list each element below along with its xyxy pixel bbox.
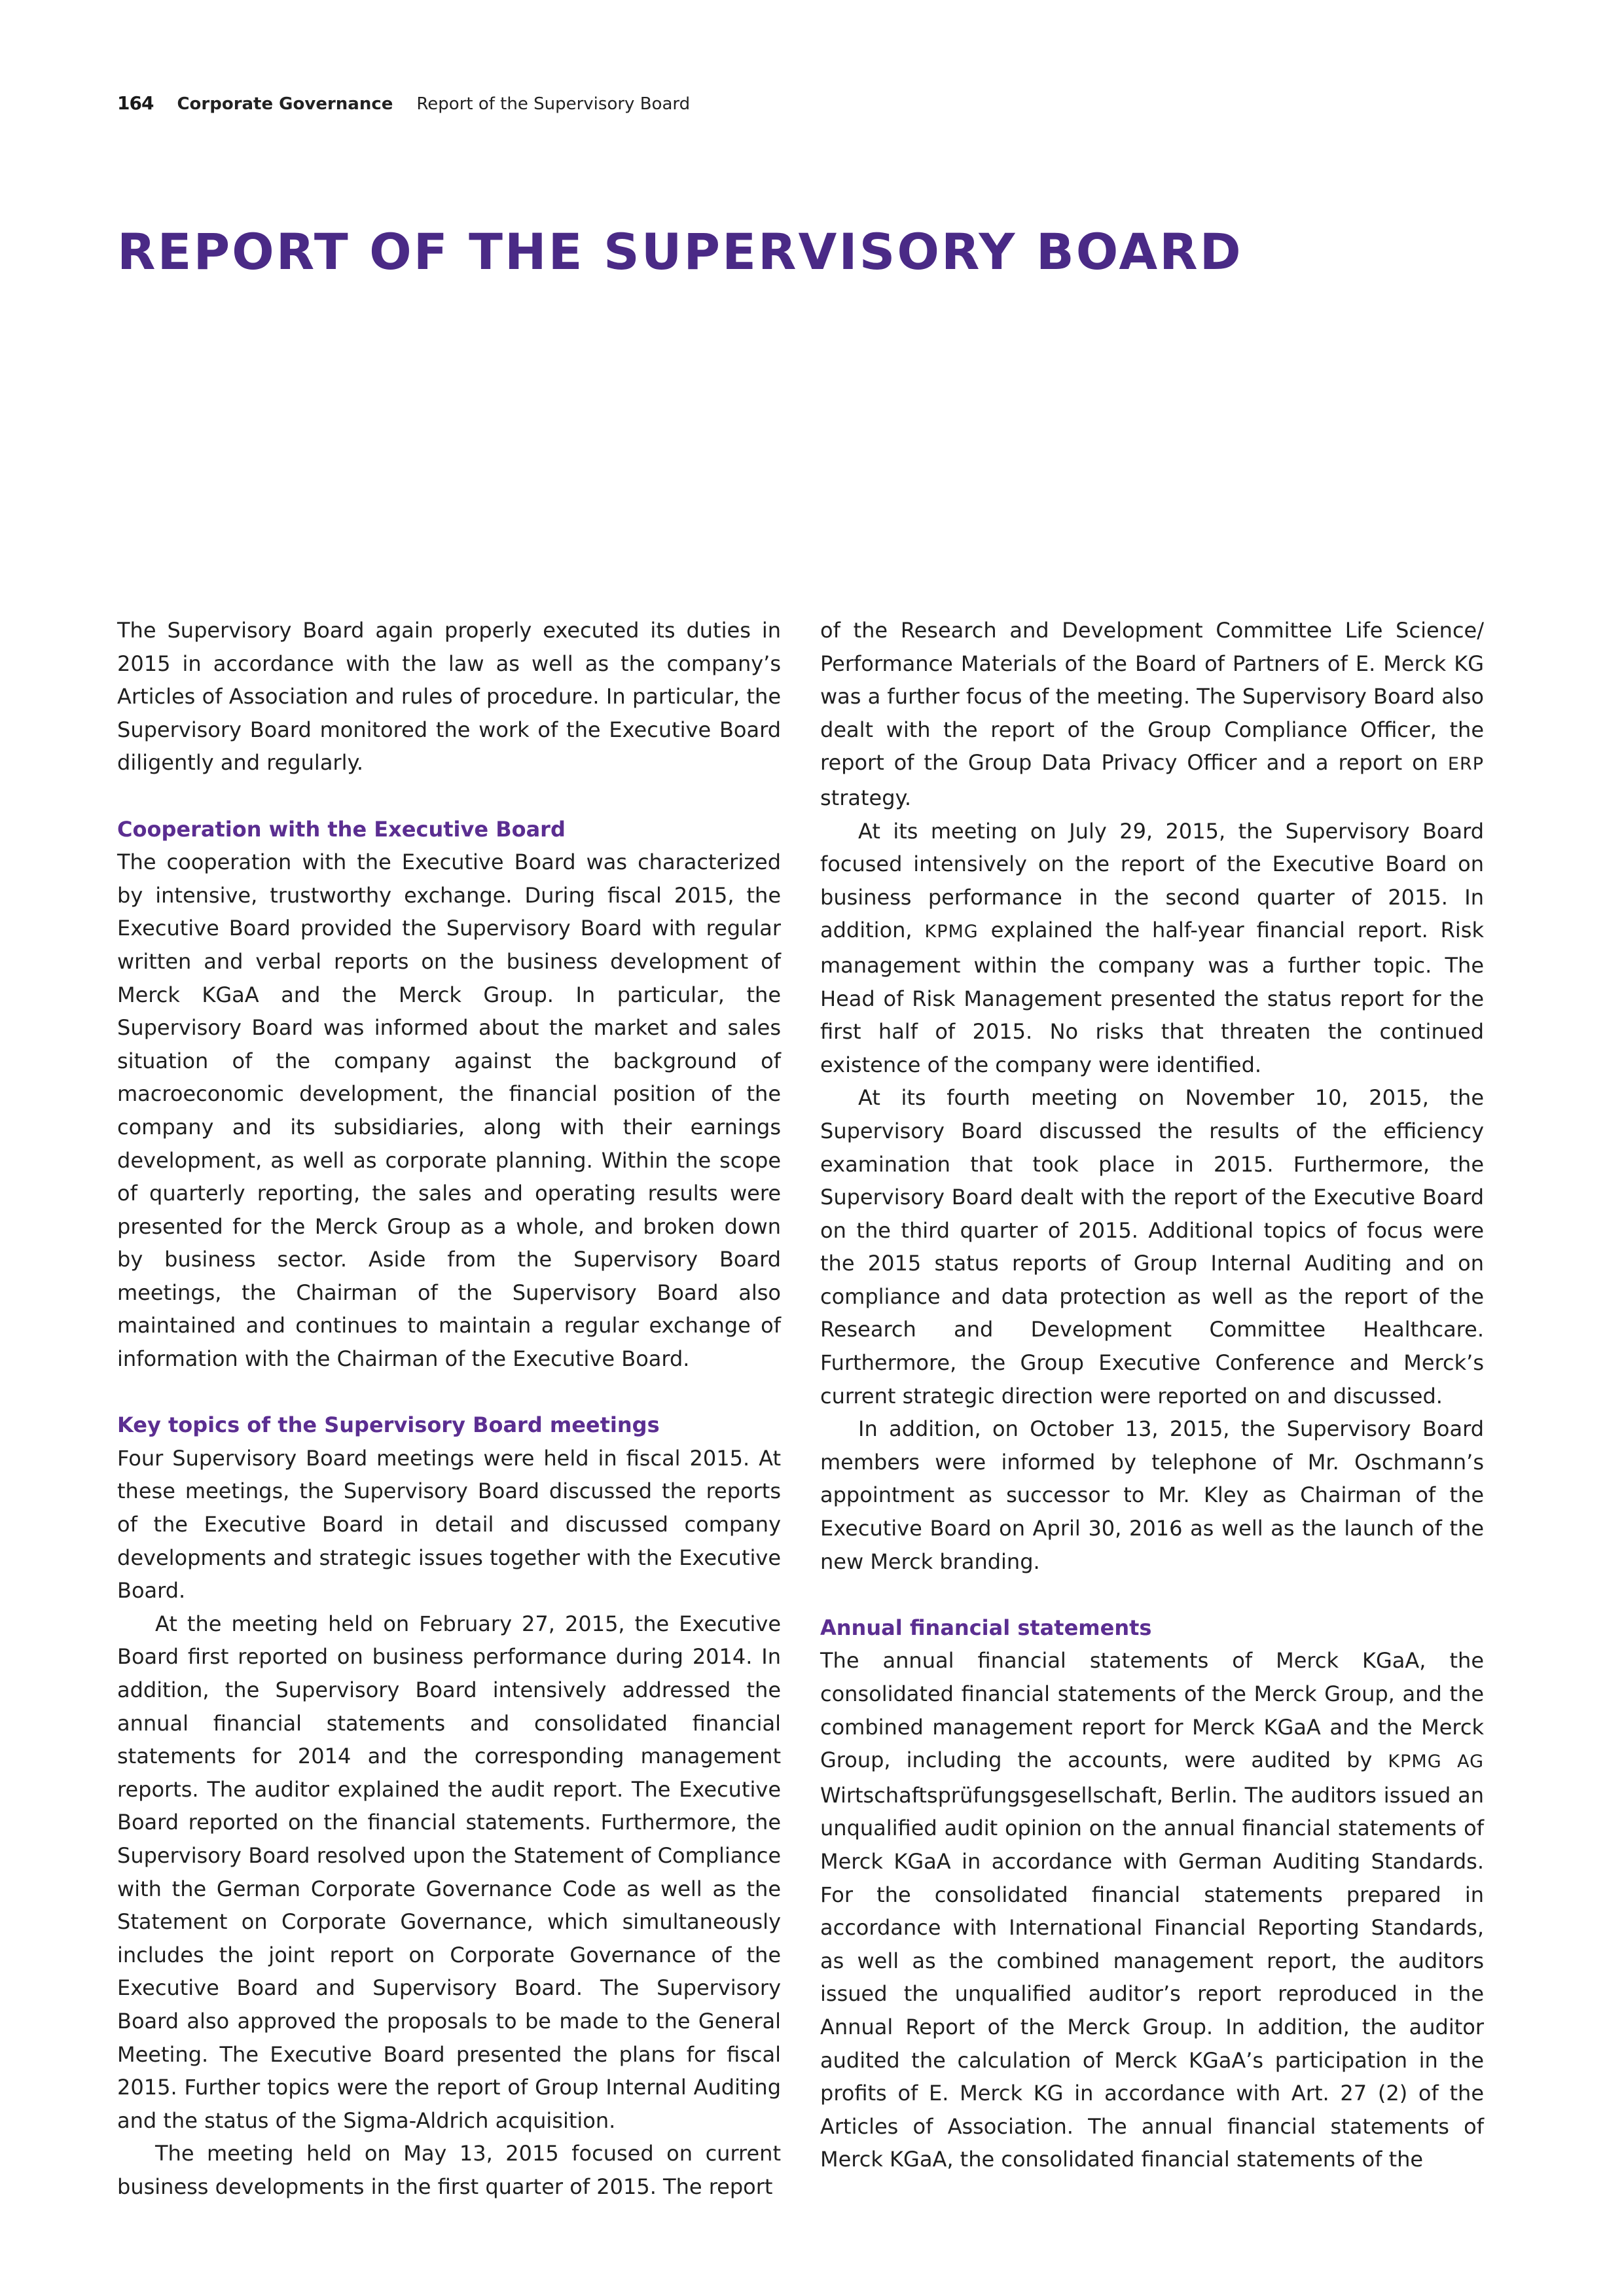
kpmg-abbrev: KPMG [924, 922, 979, 942]
annual-text-a: The annual financial statements of Merck KGaA, the consolidated financial statements of the Merck Group, and the combined management report for Merck KGaA and the Merck Group, including the accounts, were audited by [820, 1648, 1484, 1773]
october-paragraph: In addition, on October 13, 2015, the Supervisory Board members were informed by telephone of Mr. Oschmann’s appointment as successor to Mr. Kley as Chairman of the Executive Board on April 30, 2016 as well as the launch of the new Merck branding. [820, 1416, 1484, 1574]
continued-paragraph [820, 614, 1484, 815]
right-column [820, 614, 1484, 2176]
kpmg-ag-abbrev: KPMG AG [1388, 1751, 1484, 1772]
intro-paragraph: The Supervisory Board again properly executed its duties in 2015 in accordance with the law as well as the company’s Articles of Association and rules of procedure. In particular, the Supervisory Board monitored the work of the Executive Board diligently and regularly. [117, 618, 781, 776]
annual-paragraph [820, 1644, 1484, 2176]
page-title: REPORT OF THE SUPERVISORY BOARD [117, 223, 1243, 281]
header-section: Corporate Governance [177, 94, 393, 114]
annual-text-b: Wirtschaftsprüfungsgesellschaft, Berlin. The auditors issued an unqualified audit opinion on the annual financial statements of Merck KGaA in accordance with German Auditing Standards. For the consolidated financial statements prepared in accordance with International Financial Reporting Standards, as well as the combined management report, the auditors issued the unqualified auditor’s report reproduced in the Annual Report of the Merck Group. In addition, the auditor audited the calculation of Merck KGaA’s participation in the profits of E. Merck KG in accordance with Art. 27 (2) of the Articles of Association. The annual financial statements of Merck KGaA, the consolidated financial statements of the [820, 1782, 1484, 2172]
cooperation-paragraph: The cooperation with the Executive Board was characterized by intensive, trustworthy exchange. During fiscal 2015, the Executive Board provided the Supervisory Board with regular written and verbal reports on the business development of Merck KGaA and the Merck Group. In particular, the Supervisory Board was informed about the market and sales situation of the company against the background of macroeconomic development, the financial position of the company and its subsidiaries, along with their earnings development, as well as corporate planning. Within the scope of quarterly reporting, the sales and operating results were presented for the Merck Group as a whole, and broken down by business sector. Aside from the Supervisory Board meetings, the Chairman of the Supervisory Board also maintained and continues to maintain a regular exchange of information with the Chairman of the Executive Board. [117, 850, 781, 1372]
key-topics-paragraph-3: The meeting held on May 13, 2015 focused on current business developments in the first quarter of 2015. The report [117, 2141, 781, 2199]
heading-annual-financial: Annual financial statements [820, 1615, 1152, 1640]
july-text-a: At its meeting on July 29, 2015, the Supervisory Board focused intensively on the report of the Executive Board on business performance in the second quarter of 2015. In addition, [820, 818, 1484, 943]
erp-abbrev: ERP [1447, 754, 1484, 775]
header-subsection: Report of the Supervisory Board [416, 94, 691, 114]
continued-text-b: strategy. [820, 785, 912, 810]
page-number: 164 [117, 92, 154, 114]
key-topics-paragraph-1: Four Supervisory Board meetings were held in fiscal 2015. At these meetings, the Supervisory Board discussed the reports of the Executive Board in detail and discussed company developments and strategic issues together with the Executive Board. [117, 1445, 781, 1604]
left-column [117, 614, 781, 2204]
november-paragraph: At its fourth meeting on November 10, 2015, the Supervisory Board discussed the results of the efficiency examination that took place in 2015. Furthermore, the Supervisory Board dealt with the report of the Executive Board on the third quarter of 2015. Additional topics of focus were the 2015 status reports of Group Internal Auditing and on compliance and data protection as well as the report of the Research and Development Committee Healthcare. Furthermore, the Group Executive Conference and Merck’s current strategic direction were reported on and discussed. [820, 1085, 1484, 1408]
key-topics-paragraph-2: At the meeting held on February 27, 2015, the Executive Board first reported on business performance during 2014. In addition, the Supervisory Board intensively addressed the annual financial statements and consolidated financial statements for 2014 and the corresponding management reports. The auditor explained the audit report. The Executive Board reported on the financial statements. Furthermore, the Supervisory Board resolved upon the Statement of Compliance with the German Corporate Governance Code as well as the Statement on Corporate Governance, which simultaneously includes the joint report on Corporate Governance of the Executive Board and Supervisory Board. The Supervisory Board also approved the proposals to be made to the General Meeting. The Executive Board presented the plans for fiscal 2015. Further topics were the report of Group Internal Auditing and the status of the Sigma-Aldrich acquisition. [117, 1611, 781, 2133]
july-text-b: explained the half-year financial report. Risk management within the company was a further topic. The Head of Risk Management presented the status report for the first half of 2015. No risks that threaten the continued existence of the company were identified. [820, 918, 1485, 1077]
continued-text-a: of the Research and Development Committee Life Science/ Performance Materials of the Board of Partners of E. Merck KG was a further focus of the meeting. The Supervisory Board also dealt with the report of the Group Compliance Officer, the report of the Group Data Privacy Officer and a report on [820, 618, 1484, 776]
heading-cooperation: Cooperation with the Executive Board [117, 816, 566, 842]
running-header [117, 92, 690, 118]
heading-key-topics: Key topics of the Supervisory Board meetings [117, 1412, 660, 1438]
july-paragraph [820, 815, 1484, 1082]
